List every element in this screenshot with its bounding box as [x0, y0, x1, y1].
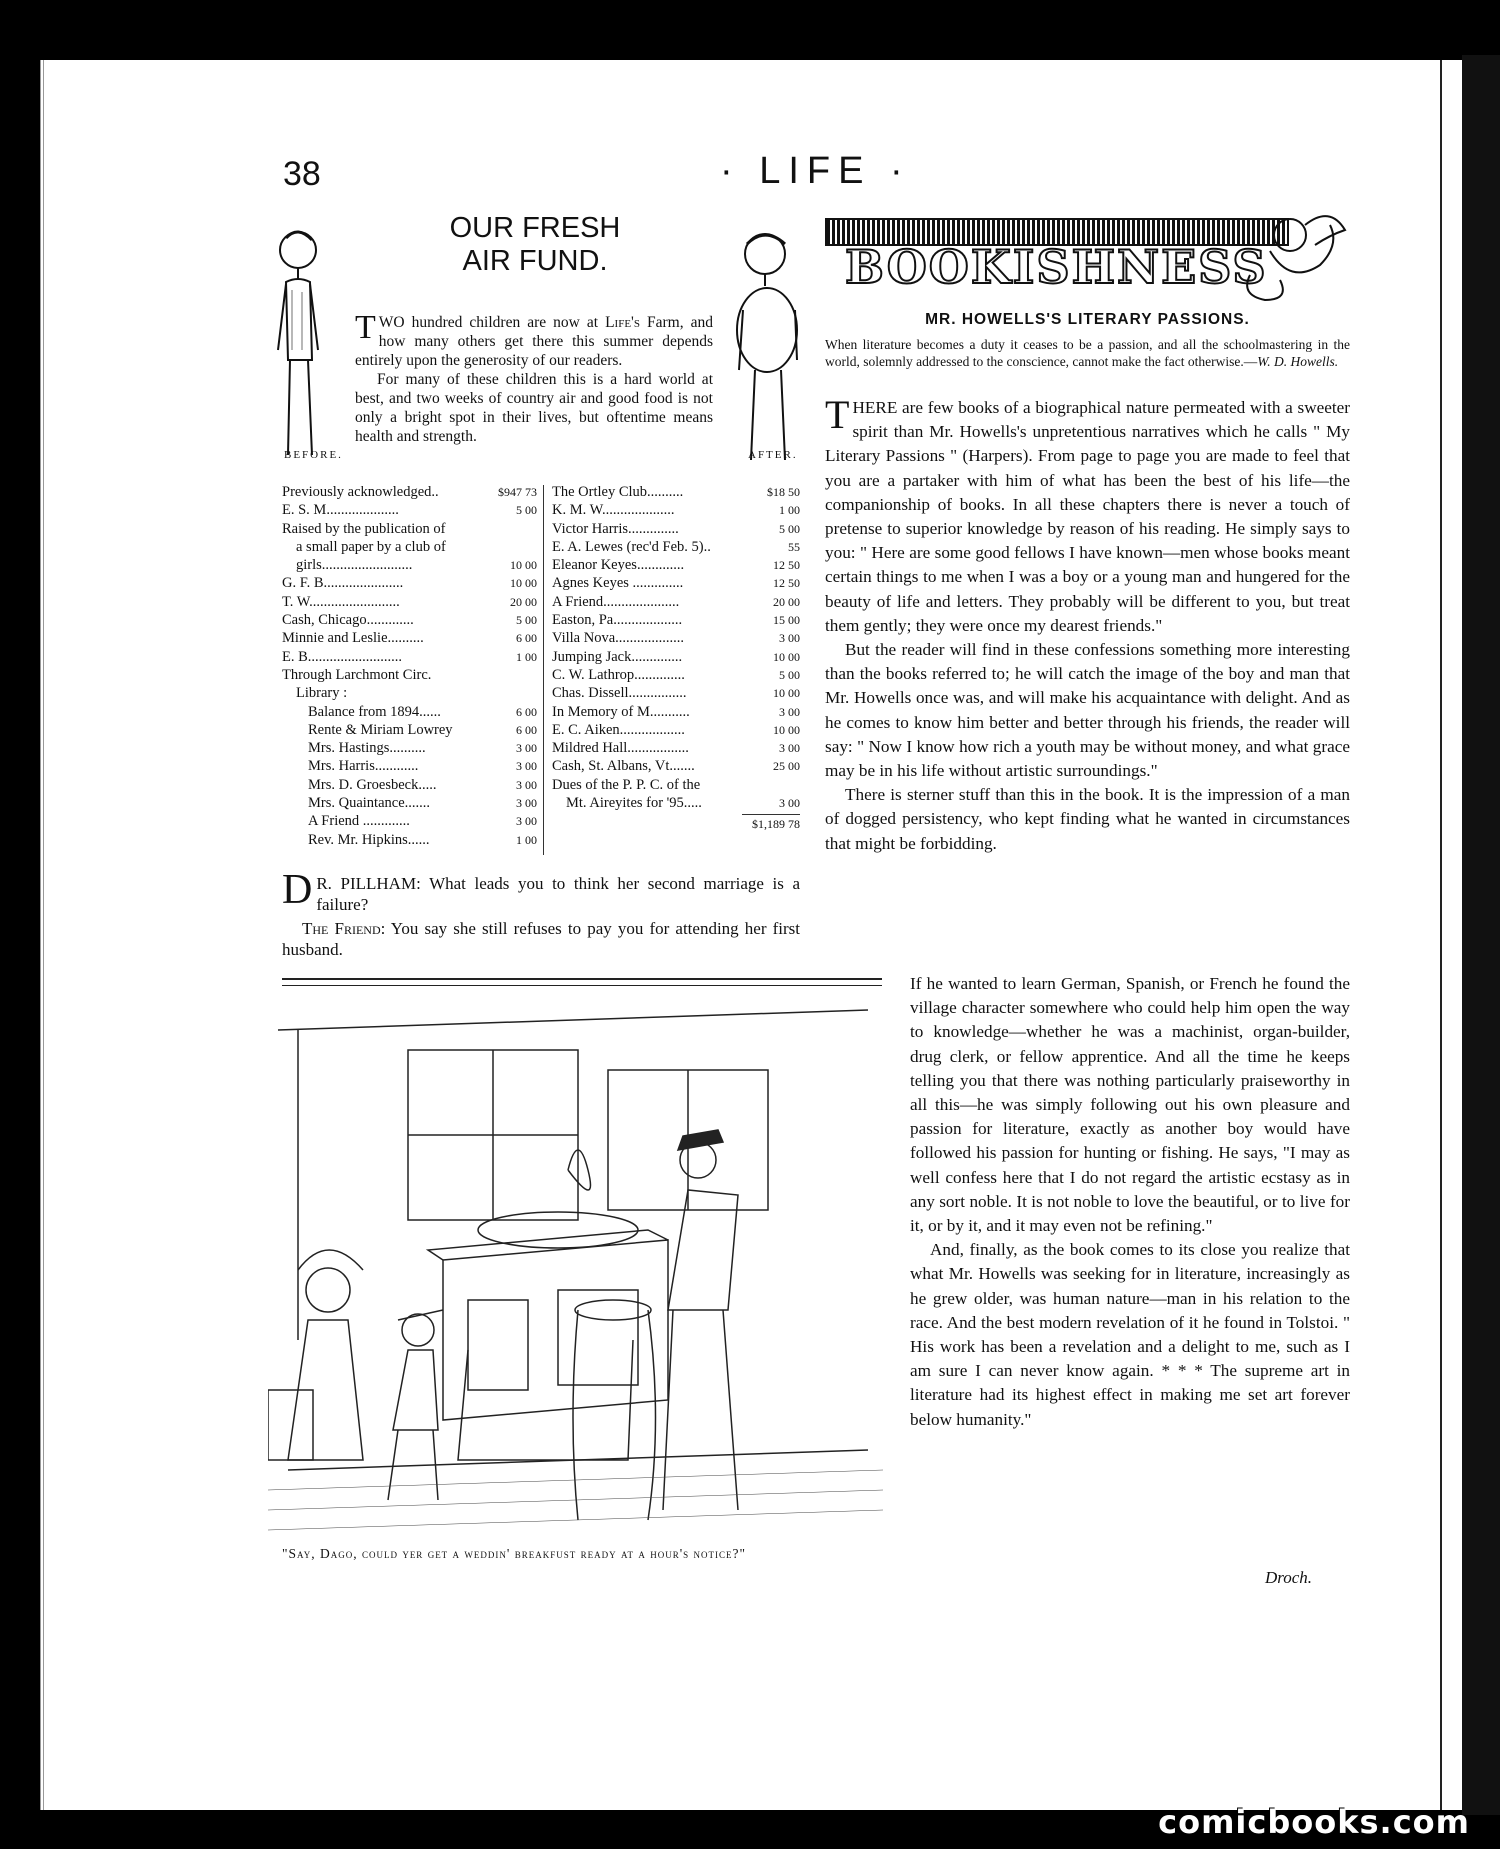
- watermark: comicbooks.com: [1158, 1803, 1470, 1841]
- donation-amount: [752, 776, 800, 794]
- donor-name: Mrs. Harris............: [308, 758, 419, 775]
- donor-name: Mrs. Quaintance.......: [308, 795, 431, 812]
- ledger-row: [552, 757, 800, 775]
- ledger-row: [552, 520, 800, 538]
- ledger-row: [282, 794, 537, 812]
- donation-amount: $18 50: [767, 485, 800, 499]
- ledger-row: [282, 574, 537, 592]
- donation-amount: 5 00: [779, 667, 800, 682]
- scan-border: [1462, 55, 1500, 1815]
- review-body: [825, 392, 1350, 856]
- donation-amount: 5 00: [779, 521, 800, 536]
- banner-title: BOOKISHNESS: [845, 240, 1268, 294]
- donation-amount: [489, 684, 537, 702]
- ledger-row: [552, 629, 800, 647]
- fund-title: OUR FRESH AIR FUND.: [449, 212, 621, 277]
- review-p3-cont: If he wanted to learn German, Spanish, or French he found the village character somewhere who could help him open the way to knowledge—whether he was a machinist, organ-builder, drug clerk, or fellow apprentice. And all the time he keeps telling you that there was nothing particularly praiseworthy in all this—he was simply following out his own pleasure and passion for literature, exactly as another boy would have followed his passion for hunting or fishing. He says, "I may as well confess here that I do not regard the artistic ecstasy as in any sort noble. It is not noble to love the beautiful, or to live for it, or by it, and it may even not be refining.": [910, 974, 1350, 1236]
- cartoon-caption: "Say, Dago, could yer get a weddin' breakfust ready at a hour's notice?": [282, 1546, 747, 1561]
- review-p2: But the reader will find in these confessions something more interesting than the books referred to; he will catch the image of the boy and man that Mr. Howells once was, and will make his acquaintance with delight. And as he comes to know him better and better through his friends, the reader will say: " Now I know how rich a youth may be without money, and what grace may be in his life without artistic surroundings.": [825, 640, 1350, 781]
- total-spacer: [552, 815, 720, 833]
- donor-name: T. W.........................: [282, 593, 400, 610]
- donor-name: A Friend.....................: [552, 593, 680, 610]
- donation-amount: 3 00: [779, 704, 800, 719]
- next-page-edge: [1440, 60, 1464, 1810]
- joke-line2: [282, 918, 800, 960]
- donation-amount: 3 00: [779, 741, 800, 756]
- donation-amount: 55: [788, 539, 800, 554]
- ledger-row: [282, 721, 537, 739]
- life-name: Life's: [605, 314, 640, 331]
- donation-amount: 15 00: [773, 613, 800, 628]
- donor-name: Through Larchmont Circ.: [282, 666, 432, 683]
- donor-name: K. M. W....................: [552, 502, 675, 519]
- ledger-divider: [543, 485, 544, 855]
- ledger-total-row: [552, 815, 800, 833]
- donor-name: E. C. Aiken..................: [552, 721, 685, 738]
- donor-name: Mrs. Hastings..........: [308, 740, 426, 757]
- donor-name: Victor Harris..............: [552, 520, 679, 537]
- donor-name: girls.........................: [296, 557, 413, 574]
- ledger-row: [552, 574, 800, 592]
- donation-amount: 1 00: [516, 649, 537, 664]
- donation-amount: 10 00: [773, 686, 800, 701]
- ledger-row: [552, 611, 800, 629]
- ledger-row: [282, 538, 537, 556]
- ledger-row: [282, 501, 537, 519]
- epigraph-source: W. D. Howells.: [1257, 353, 1339, 369]
- joke-speaker: The Friend:: [302, 919, 386, 938]
- cherub-ornament: [1230, 205, 1350, 305]
- epigraph: [825, 337, 1350, 370]
- donor-name: Mt. Aireyites for '95.....: [566, 795, 702, 812]
- donor-name: E. S. M....................: [282, 502, 399, 519]
- donation-amount: 10 00: [510, 558, 537, 573]
- ledger-row: [282, 648, 537, 666]
- donor-name: E. B..........................: [282, 648, 403, 665]
- donor-name: Villa Nova...................: [552, 630, 685, 647]
- ledger-row: [282, 593, 537, 611]
- joke-text: You say she still refuses to pay you for attending her first husband.: [282, 919, 800, 959]
- review-p3: There is sterner stuff than this in the book. It is the impression of a man of dogged persistency, who kept finding what he wanted in circumstances that might be forbidding.: [825, 785, 1350, 853]
- donation-amount: 6 00: [516, 631, 537, 646]
- ledger-row: [552, 721, 800, 739]
- ledger-row: [552, 703, 800, 721]
- review-body-continued: [910, 972, 1350, 1432]
- ledger-row: [282, 739, 537, 757]
- donor-name: Previously acknowledged..: [282, 484, 439, 500]
- after-boy-illustration: [725, 220, 815, 470]
- epigraph-text: When literature becomes a duty it ceases to be a passion, and all the schoolmastering in the world, solemnly addressed to the conscience, cannot make the fact otherwise.—: [825, 337, 1350, 369]
- donation-amount: 10 00: [510, 576, 537, 591]
- ledger-column-right: [552, 483, 800, 834]
- donor-name: Mrs. D. Groesbeck.....: [308, 776, 437, 793]
- ledger-row: [552, 666, 800, 684]
- page-number: 38: [283, 155, 321, 193]
- donor-name: Eleanor Keyes.............: [552, 557, 685, 574]
- review-signature: Droch.: [1265, 1568, 1313, 1587]
- joke-line1: [282, 867, 800, 915]
- ledger-row: [552, 556, 800, 574]
- donor-name: Library :: [296, 685, 348, 702]
- donor-name: E. A. Lewes (rec'd Feb. 5)..: [552, 538, 711, 555]
- ledger-row: [282, 831, 537, 849]
- fund-intro-text: WO hundred children are now at: [378, 314, 606, 331]
- ledger-row: [552, 739, 800, 757]
- dropcap: T: [825, 392, 850, 437]
- donor-name: G. F. B......................: [282, 575, 404, 592]
- donation-amount: 1 00: [516, 832, 537, 847]
- fund-intro-text: Farm, and how many others get there this summer depends entirely upon the generosity of our readers.: [355, 314, 713, 369]
- ledger-row: [552, 483, 800, 501]
- donation-amount: 12 50: [773, 558, 800, 573]
- donation-amount: 25 00: [773, 759, 800, 774]
- review-text: HERE are few books of a biographical nature permeated with a sweeter spirit than Mr. Howells's unpretentious narratives which he calls " My Literary Passions " (Harpers). From page to page you are made to feel that you are a partaker with him of what has been the best of his life—the companionship of books. In all these chapters there is never a touch of pretense to superior knowledge by reason of his reading. He simply says to you: " Here are some good fellows I have known—men whose books meant certain things to me when I was a boy or a young man and hungered for the beauty of life and letters. They probably will be different to you, but treat them gently; they were once my dearest friends.": [825, 398, 1350, 635]
- donation-amount: [489, 520, 537, 538]
- ledger-row: [282, 629, 537, 647]
- donation-amount: 3 00: [516, 759, 537, 774]
- donation-amount: 3 00: [516, 796, 537, 811]
- fund-intro-p2: For many of these children this is a hard world at best, and two weeks of country air and good food is not only a bright spot in their lives, but oftentime means health and strength.: [355, 371, 713, 445]
- donor-name: Cash, Chicago.............: [282, 612, 414, 629]
- ledger-row: [552, 593, 800, 611]
- donation-amount: 20 00: [510, 594, 537, 609]
- donation-amount: 5 00: [516, 503, 537, 518]
- masthead: · LIFE ·: [720, 150, 911, 192]
- donor-name: Balance from 1894......: [308, 703, 441, 720]
- ledger-row: [282, 666, 537, 684]
- donor-name: Agnes Keyes ..............: [552, 575, 684, 592]
- before-boy-illustration: [268, 220, 338, 470]
- joke-text: R. PILLHAM: What leads you to think her second marriage is a failure?: [316, 874, 800, 914]
- donor-name: Rente & Miriam Lowrey: [308, 721, 453, 738]
- donor-name: Mildred Hall.................: [552, 740, 689, 757]
- review-p4: And, finally, as the book comes to its close you realize that what Mr. Howells was seeking for in literature, increasingly as he grew older, was human nature—man in his relation to the race. And the best modern revelation of it he found in Tolstoi. " His work has been a revelation and a delight to me, such as I am sure I can never know again. * * * The supreme art in literature had its highest effect in making me set art forever below humanity.": [910, 1240, 1350, 1429]
- donation-amount: 5 00: [516, 613, 537, 628]
- review-headline: MR. HOWELLS'S LITERARY PASSIONS.: [925, 311, 1250, 328]
- donor-name: Minnie and Leslie..........: [282, 630, 424, 647]
- donation-amount: 3 00: [516, 741, 537, 756]
- ledger-row: [282, 611, 537, 629]
- ledger-row: [282, 703, 537, 721]
- dropcap: T: [355, 309, 376, 346]
- ledger-row: [552, 794, 800, 812]
- donation-amount: 3 00: [516, 814, 537, 829]
- donation-amount: [489, 666, 537, 684]
- ledger-column-left: [282, 483, 537, 849]
- fund-intro: [355, 309, 713, 446]
- donation-amount: 3 00: [779, 796, 800, 811]
- donor-name: Dues of the P. P. C. of the: [552, 776, 701, 793]
- donation-amount: 10 00: [773, 649, 800, 664]
- ledger-row: [552, 684, 800, 702]
- section-rule: [282, 978, 882, 986]
- donation-amount: $947 73: [498, 485, 537, 499]
- donor-name: Raised by the publication of: [282, 520, 446, 537]
- ledger-row: [282, 812, 537, 830]
- donor-name: Chas. Dissell................: [552, 685, 687, 702]
- donor-name: a small paper by a club of: [296, 538, 446, 555]
- donation-amount: 6 00: [516, 722, 537, 737]
- donor-name: Easton, Pa...................: [552, 612, 683, 629]
- ledger-row: [552, 648, 800, 666]
- ledger-row: [552, 501, 800, 519]
- donation-amount: 10 00: [773, 722, 800, 737]
- fund-intro-p1: [355, 309, 713, 370]
- donation-amount: 20 00: [773, 594, 800, 609]
- donor-name: Rev. Mr. Hipkins......: [308, 831, 430, 848]
- pillham-joke: [282, 867, 800, 960]
- donation-amount: 6 00: [516, 704, 537, 719]
- page-binding-edge: [40, 60, 46, 1810]
- ledger-row: [282, 483, 537, 501]
- ledger-row: [282, 520, 537, 538]
- donation-amount: 3 00: [779, 631, 800, 646]
- ledger-total: $1,189 78: [752, 817, 800, 832]
- ledger-row: [282, 684, 537, 702]
- donor-name: C. W. Lathrop..............: [552, 666, 685, 683]
- donation-amount: [489, 538, 537, 556]
- ledger-row: [552, 538, 800, 556]
- donor-name: A Friend .............: [308, 813, 410, 830]
- donor-name: The Ortley Club..........: [552, 484, 684, 500]
- donation-amount: 3 00: [516, 777, 537, 792]
- ledger-row: [282, 776, 537, 794]
- label-before: BEFORE.: [284, 449, 343, 461]
- donation-amount: 1 00: [779, 503, 800, 518]
- donor-name: Jumping Jack..............: [552, 648, 683, 665]
- donor-name: In Memory of M...........: [552, 703, 690, 720]
- ledger-row: [282, 757, 537, 775]
- fruit-stand-cartoon: [268, 990, 883, 1545]
- dropcap: D: [282, 867, 313, 913]
- donor-name: Cash, St. Albans, Vt.......: [552, 758, 695, 775]
- label-after: AFTER.: [748, 449, 798, 461]
- ledger-row: [552, 776, 800, 794]
- ledger-row: [282, 556, 537, 574]
- donation-amount: 12 50: [773, 576, 800, 591]
- review-p1: [825, 392, 1350, 638]
